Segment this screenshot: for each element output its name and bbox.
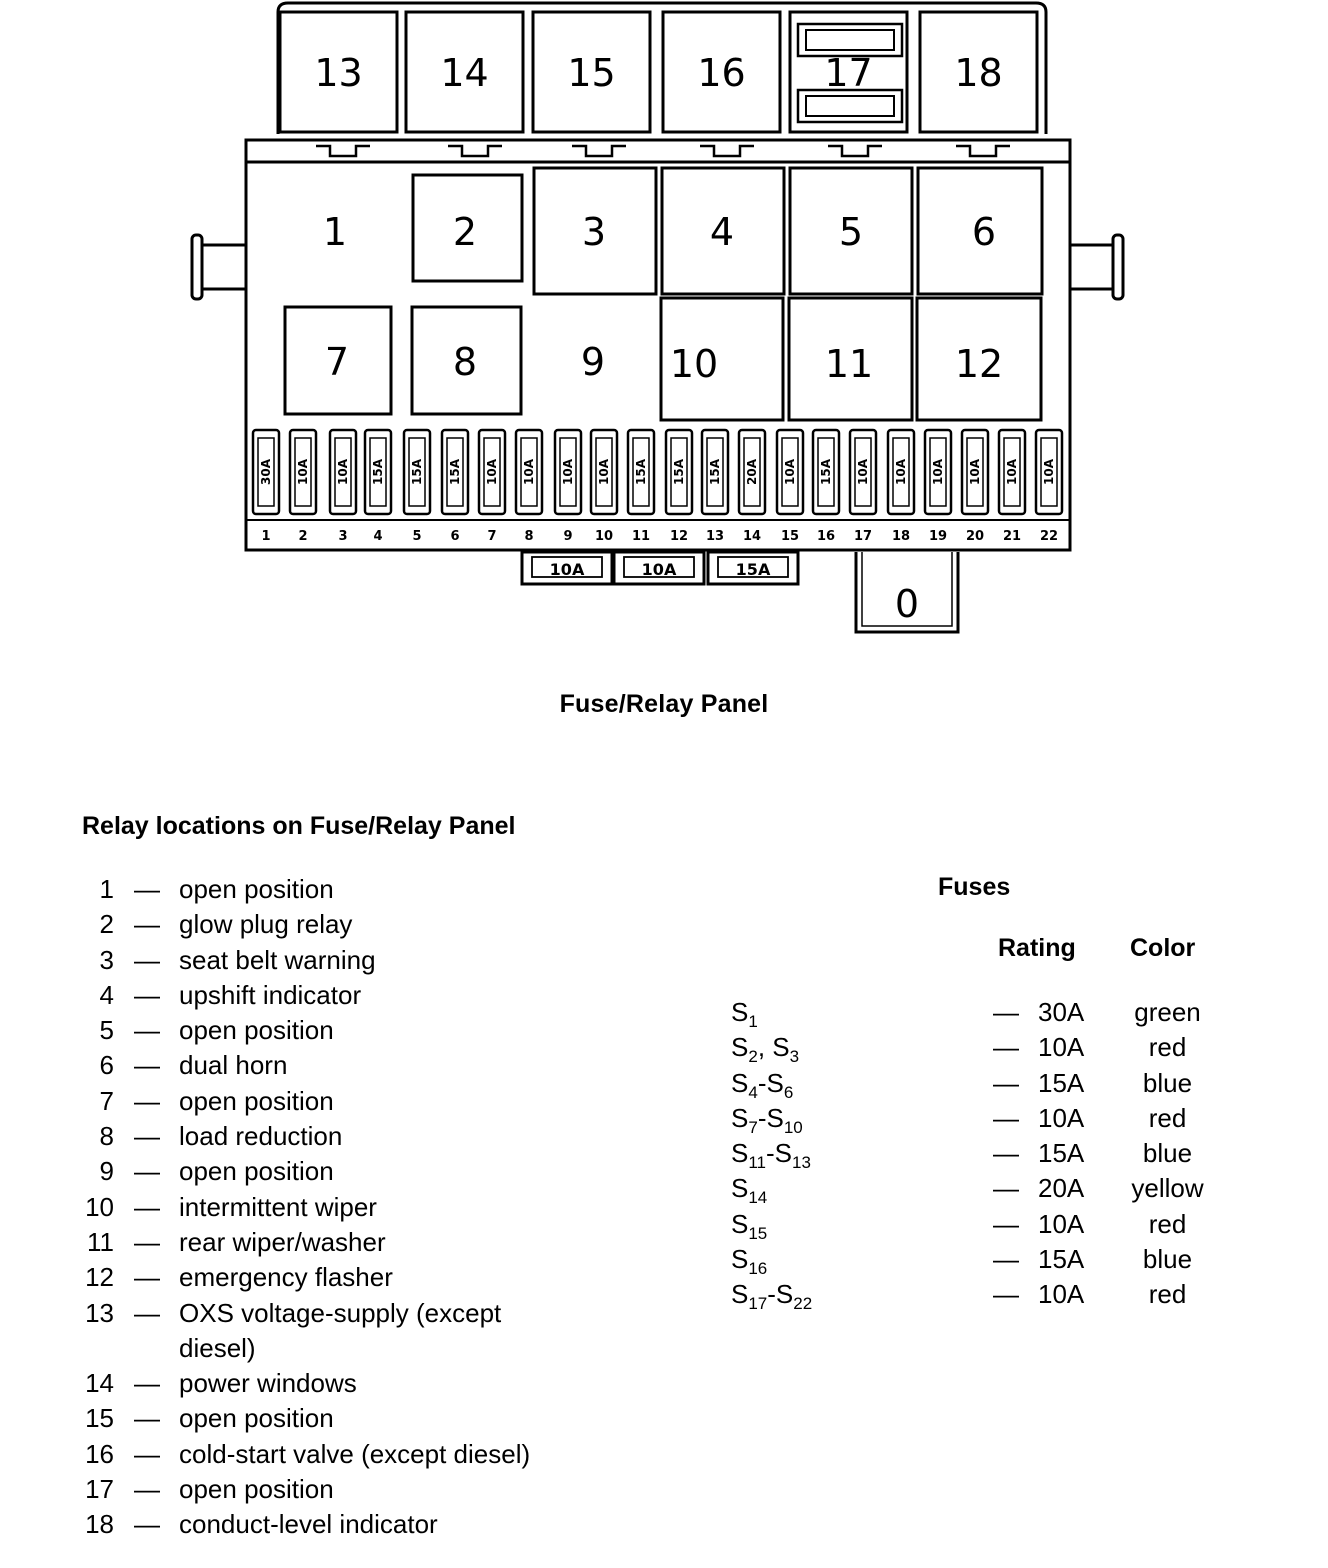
fuse-number-label: 5 (412, 529, 422, 544)
relay-list-item (0, 1507, 640, 1542)
fuse-dash: — (993, 1138, 1019, 1169)
fuse-table-row (0, 1277, 1328, 1312)
relay-slot-2 (413, 175, 522, 281)
relay-number: 17 (85, 1474, 114, 1505)
relay-locations-heading: Relay locations on Fuse/Relay Panel (82, 812, 516, 840)
fuse-rating-label: 10A (485, 459, 499, 485)
fuse-designation: $S_{15}$ (731, 1208, 768, 1243)
relay-description: seat belt warning (179, 944, 376, 975)
fuse-12 (666, 430, 692, 544)
relay-list-item (0, 943, 640, 978)
fuse-number-label: 11 (631, 529, 651, 544)
relay-number: 12 (85, 1262, 114, 1293)
spare-fuse-2 (614, 552, 704, 584)
relay-number: 3 (99, 944, 114, 975)
fuse-rating-label: 10A (931, 459, 945, 485)
fuse-number-label: 6 (450, 529, 460, 544)
relay-slot-10 (661, 298, 783, 420)
fuse-dash: — (993, 1067, 1019, 1098)
relay-description: emergency flasher (179, 1262, 393, 1293)
fuse-rating-label: 10A (522, 459, 536, 485)
fuse-rating-label: 10A (1042, 459, 1056, 485)
fuse-number-label: 18 (891, 529, 911, 544)
relay-dash: — (134, 1403, 160, 1434)
relay-slot-12 (917, 298, 1041, 420)
relay-description: open position (179, 1403, 334, 1434)
fuse-designation: $S_{16}$ (731, 1244, 768, 1279)
fuse-designation: $S_{11}-S_{13}$ (731, 1138, 811, 1173)
relay-number: 8 (99, 1121, 114, 1152)
fuse-table-row (0, 1242, 1328, 1277)
fuse-table-row (0, 1030, 1328, 1065)
relay-dash: — (134, 1474, 160, 1505)
relay-dash: — (134, 1191, 160, 1222)
relay-dash: — (134, 1085, 160, 1116)
relay-dash: — (134, 909, 160, 940)
fuse-dash: — (993, 1208, 1019, 1239)
relay-dash: — (134, 944, 160, 975)
fuse-19 (925, 430, 951, 544)
fuse-relay-panel-diagram (0, 0, 1328, 660)
relay-dash: — (134, 1262, 160, 1293)
fuse-number-label: 4 (373, 529, 383, 544)
relay-label-12: 12 (954, 342, 1004, 386)
fuse-table-row (0, 995, 1328, 1030)
fuse-color: red (1148, 1032, 1187, 1063)
relay-number: 16 (85, 1438, 114, 1469)
rating-column-heading: Rating (998, 934, 1076, 962)
fuse-table (0, 995, 1328, 1313)
panel-title: Fuse/Relay Panel (559, 690, 769, 718)
relay-description: open position (179, 874, 334, 904)
fuse-number-label: 21 (1002, 529, 1022, 544)
relay-label-18: 18 (954, 51, 1003, 95)
relay-description: intermittent wiper (179, 1191, 377, 1222)
fuse-rating: 10A (1038, 1208, 1085, 1239)
fuse-18 (888, 430, 914, 544)
fuse-number-label: 1 (261, 529, 271, 544)
relay-label-14: 14 (440, 51, 489, 95)
fuse-8 (516, 430, 542, 544)
fuse-rating: 10A (1038, 1102, 1085, 1133)
relay-label-3: 3 (581, 210, 607, 254)
fuse-number-label: 20 (965, 529, 985, 544)
fuse-dash: — (993, 1102, 1019, 1133)
fuse-20 (962, 430, 988, 544)
fuse-21 (999, 430, 1025, 544)
fuse-rating-label: 10A (894, 459, 908, 485)
fuse-number-label: 16 (816, 529, 836, 544)
fuse-rating-label: 10A (597, 459, 611, 485)
relay-slot-5 (790, 168, 912, 294)
fuse-dash: — (993, 1032, 1019, 1063)
relay-number: 13 (85, 1297, 114, 1328)
fuse-color: blue (1142, 1067, 1193, 1098)
fuse-number-label: 17 (853, 529, 873, 544)
relay-slot-14 (406, 12, 523, 132)
relay-slot-6 (918, 168, 1042, 294)
spare-fuse-label: 10A (641, 560, 677, 579)
fuse-9 (555, 430, 581, 544)
fuse-color: blue (1142, 1138, 1193, 1169)
relay-number: 7 (99, 1085, 114, 1116)
fuse-number-label: 13 (705, 529, 725, 544)
fuse-rating: 20A (1038, 1173, 1085, 1204)
relay-description: conduct-level indicator (179, 1509, 438, 1540)
relay-slot-18 (920, 12, 1037, 132)
relay-list-item (0, 1472, 640, 1507)
relay-label-5: 5 (838, 210, 864, 254)
relay-dash: — (134, 874, 160, 904)
fuse-rating-label: 15A (448, 459, 462, 485)
relay-description: open position (179, 1474, 334, 1505)
fuse-number-label: 9 (563, 529, 573, 544)
fuse-rating: 10A (1038, 1032, 1085, 1063)
fuse-22 (1036, 430, 1062, 544)
relay-dash: — (134, 1297, 160, 1328)
relay-number: 14 (85, 1368, 114, 1399)
fuse-number-label: 15 (780, 529, 800, 544)
fuse-dash: — (993, 1279, 1019, 1310)
fuses-heading: Fuses (938, 873, 1011, 901)
fuse-table-row (0, 1066, 1328, 1101)
fuse-designation: $S_7-S_{10}$ (731, 1102, 803, 1137)
spare-fuse-1 (522, 552, 612, 584)
relay-description: open position (179, 1085, 334, 1116)
fuse-10 (591, 430, 617, 544)
relay-slot-17 (790, 12, 907, 132)
fuse-rating-label: 15A (410, 459, 424, 485)
relay-list-item (0, 907, 640, 942)
relay-slot-3 (534, 168, 656, 294)
relay-description: open position (179, 1156, 334, 1187)
relay-dash: — (134, 1438, 160, 1469)
relay-number: 10 (85, 1191, 114, 1222)
fuse-designation: $S_2$, $S_3$ (731, 1032, 800, 1067)
fuse-number-label: 12 (669, 529, 689, 544)
fuse-table-row (0, 1207, 1328, 1242)
relay-slot-7 (285, 307, 391, 414)
relay-list-item (0, 1401, 640, 1436)
relay-description: cold-start valve (except diesel) (179, 1438, 531, 1469)
fuse-15 (777, 430, 803, 544)
fuse-table-row (0, 1171, 1328, 1206)
fuse-7 (479, 430, 505, 544)
fuse-16 (813, 430, 839, 544)
relay-dash: — (134, 1509, 160, 1540)
fuse-rating: 15A (1038, 1067, 1085, 1098)
relay-description: OXS voltage-supply (except diesel) (179, 1297, 502, 1363)
fuse-color: yellow (1131, 1173, 1204, 1204)
fuse-number-label: 19 (928, 529, 948, 544)
fuse-designation: $S_{14}$ (731, 1173, 768, 1208)
relay-slot-11 (789, 298, 912, 420)
fuse-rating-label: 15A (708, 459, 722, 485)
fuse-color: red (1148, 1279, 1187, 1310)
relay-label-9: 9 (580, 340, 606, 384)
relay-number: 18 (85, 1509, 114, 1540)
relay-label-4: 4 (709, 210, 735, 254)
fuse-color: blue (1142, 1244, 1193, 1275)
relay-list-item (0, 1366, 640, 1401)
spare-fuse-label: 10A (549, 560, 585, 579)
relay-slot-8 (412, 307, 521, 414)
fuse-17 (850, 430, 876, 544)
relay-label-2: 2 (452, 210, 478, 254)
relay-slot-16 (663, 12, 780, 132)
relay-label-1: 1 (322, 210, 348, 254)
fuse-rating-label: 10A (968, 459, 982, 485)
relay-slot-1 (323, 210, 347, 254)
fuse-rating-label: 10A (1005, 459, 1019, 485)
relay-description: upshift indicator (179, 979, 362, 1010)
relay-description: open position (179, 1015, 334, 1046)
fuse-designation: $S_{17}-S_{22}$ (731, 1279, 813, 1314)
fuse-rating: 15A (1038, 1138, 1085, 1169)
relay-label-17: 17 (824, 51, 873, 95)
relay-label-10: 10 (669, 342, 719, 386)
relay-number: 9 (99, 1156, 114, 1187)
fuse-4 (365, 430, 391, 544)
fuse-5 (404, 430, 430, 544)
fuse-number-label: 7 (487, 529, 497, 544)
relay-slot-4 (662, 168, 784, 294)
fuse-rating-label: 10A (856, 459, 870, 485)
fuse-number-label: 8 (524, 529, 534, 544)
relay-description: load reduction (179, 1121, 343, 1152)
fuse-table-row (0, 1136, 1328, 1171)
fuse-11 (628, 430, 654, 544)
fuse-rating: 30A (1038, 997, 1085, 1027)
relay-slot-9 (581, 340, 605, 384)
fuse-number-label: 14 (742, 529, 762, 544)
fuse-3 (330, 430, 356, 544)
relay-number: 6 (99, 1050, 114, 1081)
relay-number: 4 (99, 979, 114, 1010)
relay-label-15: 15 (567, 51, 616, 95)
fuse-rating-label: 10A (336, 459, 350, 485)
fuse-number-label: 10 (594, 529, 614, 544)
relay-dash: — (134, 1050, 160, 1081)
fuse-number-label: 22 (1039, 529, 1059, 544)
fuse-rating-label: 15A (371, 459, 385, 485)
fuse-number-label: 3 (338, 529, 348, 544)
fuse-dash: — (993, 1173, 1019, 1204)
relay-label-6: 6 (971, 210, 997, 254)
fuse-1 (253, 430, 279, 544)
fuse-rating: 10A (1038, 1279, 1085, 1310)
color-column-heading: Color (1130, 934, 1196, 962)
relay-description: glow plug relay (179, 909, 353, 940)
fuse-rating-label: 15A (672, 459, 686, 485)
relay-number: 5 (99, 1015, 114, 1046)
relay-dash: — (134, 979, 160, 1010)
fuse-6 (442, 430, 468, 544)
fuse-rating-label: 10A (561, 459, 575, 485)
relay-list-item (0, 872, 640, 907)
relay-description: dual horn (179, 1050, 288, 1081)
fuse-2 (290, 430, 316, 544)
relay-dash: — (134, 1156, 160, 1187)
relay-label-7: 7 (324, 340, 350, 384)
relay-number: 15 (85, 1403, 114, 1434)
relay-label-13: 13 (314, 51, 363, 95)
left-mounting-tab (192, 235, 246, 299)
fuse-rating: 15A (1038, 1244, 1085, 1275)
fuse-color: red (1148, 1102, 1187, 1133)
connector-0 (856, 552, 958, 632)
fuse-designation: $S_4-S_6$ (731, 1067, 794, 1102)
relay-description: power windows (179, 1368, 357, 1399)
fuse-number-label: 2 (298, 529, 308, 544)
fuse-rating-label: 30A (259, 459, 273, 485)
fuse-dash: — (993, 997, 1019, 1027)
relay-dash: — (134, 1015, 160, 1046)
relay-description: rear wiper/washer (179, 1226, 386, 1257)
right-mounting-tab (1070, 235, 1123, 299)
relay-dash: — (134, 1368, 160, 1399)
relay-number: 2 (99, 909, 114, 940)
relay-label-16: 16 (697, 51, 746, 95)
fuse-designation: $S_1$ (731, 997, 758, 1031)
fuse-rating-label: 15A (634, 459, 648, 485)
relay-slot-15 (533, 12, 650, 132)
relay-label-8: 8 (452, 340, 478, 384)
fuse-color: green (1134, 997, 1201, 1027)
connector-label: 0 (894, 582, 920, 626)
relay-list-item (0, 1437, 640, 1472)
relay-dash: — (134, 1121, 160, 1152)
relay-slot-13 (280, 12, 397, 132)
fuse-14 (739, 430, 765, 544)
spare-fuse-3 (708, 552, 798, 584)
relay-number: 11 (87, 1226, 114, 1257)
fuse-rating-label: 20A (745, 459, 759, 485)
fuse-rating-label: 15A (819, 459, 833, 485)
fuse-dash: — (993, 1244, 1019, 1275)
fuse-table-row (0, 1101, 1328, 1136)
relay-number: 1 (99, 874, 114, 904)
fuse-13 (702, 430, 728, 544)
fuse-rating-label: 10A (296, 459, 310, 485)
spare-fuse-label: 15A (735, 560, 771, 579)
fuse-rating-label: 10A (783, 459, 797, 485)
relay-dash: — (134, 1226, 160, 1257)
fuse-color: red (1148, 1208, 1187, 1239)
relay-label-11: 11 (824, 342, 874, 386)
